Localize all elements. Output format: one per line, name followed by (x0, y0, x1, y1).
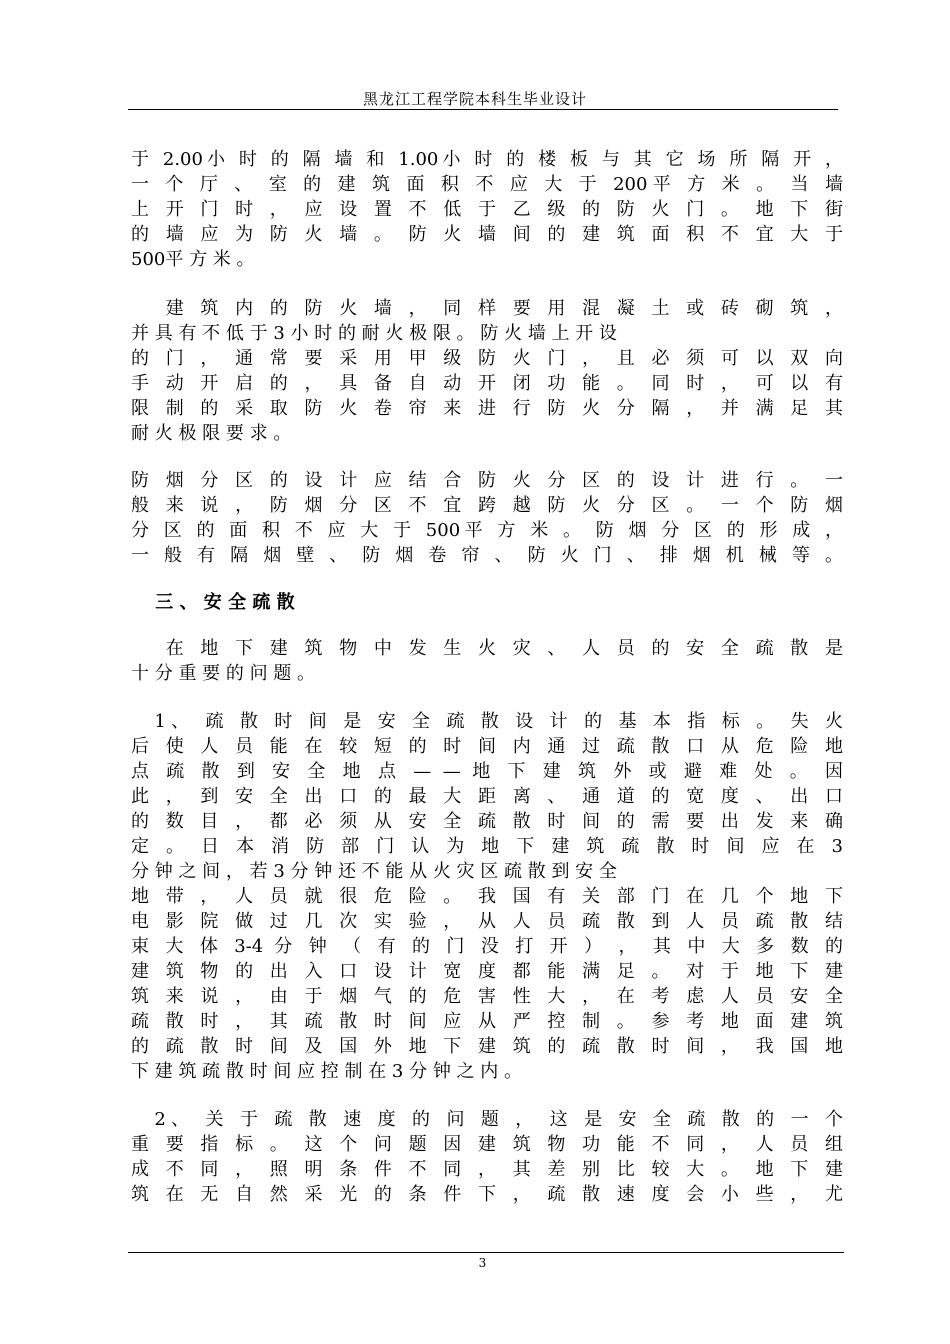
header-title: 黑龙江工程学院本科生毕业设计 (362, 90, 587, 108)
text-line: 分 钟 之 间 ， 若 3 分 钟 还 不 能 从 火 灾 区 疏 散 到 安 全 (131, 861, 617, 882)
text-line: 定 。 日 本 消 防 部 门 认 为 地 下 建 筑 疏 散 时 间 应 在 3 (131, 836, 843, 857)
text-line: 筑 来 说 ， 由 于 烟 气 的 危 害 性 大 ， 在 考 虑 人 员 安 全 (131, 986, 843, 1007)
text-line: 疏 散 时 ， 其 疏 散 时 间 应 从 严 控 制 。 参 考 地 面 建 筑 (131, 1011, 843, 1032)
text-line: 筑 在 无 自 然 采 光 的 条 件 下 ， 疏 散 速 度 会 小 些 ， 尤 (131, 1184, 843, 1205)
text-line: 500平 方 米 。 (131, 249, 255, 270)
text-line: 地 带 ， 人 员 就 很 危 险 。 我 国 有 关 部 门 在 几 个 地 下 (131, 886, 843, 907)
text-line: 上 开 门 时 ， 应 设 置 不 低 于 乙 级 的 防 火 门 。 地 下 街 (131, 199, 843, 220)
text-line: 的 墙 应 为 防 火 墙 。 防 火 墙 间 的 建 筑 面 积 不 宜 大 于 (131, 224, 843, 245)
text-line: 于 2.00小 时 的 隔 墙 和 1.00小 时 的 楼 板 与 其 它 场 所 隔 开 ， (131, 149, 843, 170)
text-line: 般 来 说 ， 防 烟 分 区 不 宜 跨 越 防 火 分 区 。 一 个 防 烟 (131, 495, 843, 516)
text-line: 束 大 体 3-4 分 钟 （ 有 的 门 没 打 开 ） ， 其 中 大 多 数 的 (131, 936, 843, 957)
text-line: 点 疏 散 到 安 全 地 点 — — 地 下 建 筑 外 或 避 难 处 。 因 (131, 761, 843, 782)
text-line: 下 建 筑 疏 散 时 间 应 控 制 在 3 分 钟 之 内 。 (131, 1061, 522, 1082)
text-line: 防 烟 分 区 的 设 计 应 结 合 防 火 分 区 的 设 计 进 行 。 一 (131, 470, 843, 491)
text-line: 建 筑 内 的 防 火 墙 ， 同 样 要 用 混 凝 土 或 砖 砌 筑 ， (131, 298, 843, 319)
text-line: 一 个 厅 、 室 的 建 筑 面 积 不 应 大 于 200平 方 米 。 当 墙 (131, 174, 843, 195)
text-line: 十 分 重 要 的 问 题 。 (131, 663, 316, 684)
page-number: 3 (478, 1256, 487, 1270)
text-line: 此 ， 到 安 全 出 口 的 最 大 距 离 、 通 道 的 宽 度 、 出 口 (131, 786, 843, 807)
text-line: 并 具 有 不 低 于 3 小 时 的 耐 火 极 限 。 防 火 墙 上 开 设 (131, 323, 617, 344)
text-line: 的 数 目 ， 都 必 须 从 安 全 疏 散 时 间 的 需 要 出 发 来 确 (131, 811, 843, 832)
text-line: 耐 火 极 限 要 求 。 (131, 423, 292, 444)
text-line: 后 使 人 员 能 在 较 短 的 时 间 内 通 过 疏 散 口 从 危 险 地 (131, 736, 843, 757)
text-line: 手 动 开 启 的 ， 具 备 自 动 开 闭 功 能 。 同 时 ， 可 以 有 (131, 373, 843, 394)
text-line: 一 般 有 隔 烟 壁 、 防 烟 卷 帘 、 防 火 门 、 排 烟 机 械 等 。 (131, 545, 843, 566)
text-line: 建 筑 物 的 出 入 口 设 计 宽 度 都 能 满 足 。 对 于 地 下 建 (131, 961, 843, 982)
text-line: 电 影 院 做 过 几 次 实 验 ， 从 人 员 疏 散 到 人 员 疏 散 结 (131, 911, 843, 932)
text-line: 的 疏 散 时 间 及 国 外 地 下 建 筑 的 疏 散 时 间 ， 我 国 地 (131, 1036, 843, 1057)
header-rule (128, 109, 838, 110)
text-line: 成 不 同 ， 照 明 条 件 不 同 ， 其 差 别 比 较 大 。 地 下 建 (131, 1159, 843, 1180)
text-line: 的 门 ， 通 常 要 采 用 甲 级 防 火 门 ， 且 必 须 可 以 双 向 (131, 348, 843, 369)
section-heading: 三 、 安 全 疏 散 (131, 592, 295, 613)
text-line: 1、 疏 散 时 间 是 安 全 疏 散 设 计 的 基 本 指 标 。 失 火 (131, 711, 843, 732)
text-line: 限 制 的 采 取 防 火 卷 帘 来 进 行 防 火 分 隔 ， 并 满 足 其 (131, 398, 843, 419)
text-line: 2、 关 于 疏 散 速 度 的 问 题 ， 这 是 安 全 疏 散 的 一 个 (131, 1109, 843, 1130)
text-line: 重 要 指 标 。 这 个 问 题 因 建 筑 物 功 能 不 同 ， 人 员 组 (131, 1134, 843, 1155)
footer-rule (128, 1252, 844, 1253)
text-line: 分 区 的 面 积 不 应 大 于 500平 方 米 。 防 烟 分 区 的 形 成 ， (131, 520, 843, 541)
text-line: 在 地 下 建 筑 物 中 发 生 火 灾 、 人 员 的 安 全 疏 散 是 (131, 638, 843, 659)
